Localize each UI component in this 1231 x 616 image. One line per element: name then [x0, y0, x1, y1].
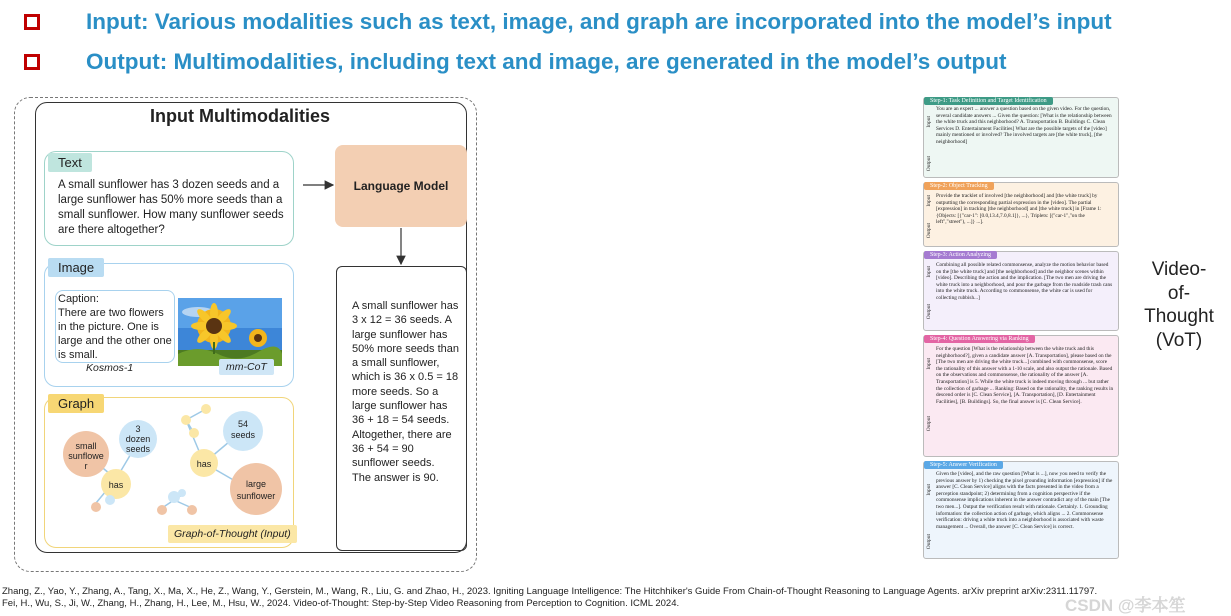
diagram-title: Input Multimodalities — [150, 106, 330, 126]
step4-head: Step-4: Question Answering via Ranking — [924, 335, 1035, 343]
reference-2: Fei, H., Wu, S., Ji, W., Zhang, H., Zhang, H., Lee, M., Hsu, W., 2024. Video-of-Thought: Step-by-Step Video Reasoning from Perception to Cognition. ICML 2024. — [2, 598, 680, 609]
bullet-output-text: Output: Multimodalities, including text and image, are generated in the model’s output — [86, 49, 1007, 74]
step3-output-side: Output — [926, 304, 932, 320]
mmcot-label: mm-CoT — [219, 359, 274, 375]
vot-step-3 — [923, 251, 1119, 331]
step4-body: For the question [What is the relationship between the white truck and this neighborhood?], given a candidate answer [A. Transportation], please based on the [The two men are driving the white truck...] combined with commonsense, score the rationality of this answer with a 1-10 scale, and also output the rationale. Based on the observations and commonsense, the rationality of the answer [A. Transportation] is 5. While the white truck is indeed moving through ... but rather the collection of garbage ... Ranking: Based on the rationality, the ranking results in descend order is [C. Clean Service], [A. Transportation], [D. Entertainment Facilities], [B. Buildings]. So, the final answer is [C. Clean Service]. — [936, 346, 1114, 405]
step4-output-side: Output — [926, 416, 932, 432]
node-dozen-text-1: 3 — [135, 424, 141, 434]
step3-head: Step-3: Action Analyzing — [924, 251, 997, 259]
step5-input-side: Input — [926, 484, 932, 496]
node-has1-text: has — [108, 480, 124, 490]
graph-of-thought-label: Graph-of-Thought (Input) — [168, 525, 297, 543]
step1-head: Step-1: Task Definition and Target Identification — [924, 97, 1053, 105]
node-has2-text: has — [196, 459, 212, 469]
node-dozen-text-2: dozen — [125, 434, 151, 444]
step5-head: Step-5: Answer Verification — [924, 461, 1003, 469]
vot-step-2 — [923, 182, 1119, 247]
node-54-text-1: 54 — [237, 419, 249, 429]
reference-1: Zhang, Z., Yao, Y., Zhang, A., Tang, X., Ma, X., He, Z., Wang, Y., Gerstein, M., Wang, R., Liu, G. and Zhao, H., 2023. Igniting Language Intelligence: The Hitchhiker's Guide From Chain-of-Thought Reasoning to Language Agents. arXiv preprint arXiv:2311.11797. — [2, 586, 1098, 597]
language-model-box: Language Model — [335, 145, 467, 227]
caption-text: Caption: There are two flowers in the picture. One is large and the other one is small. — [58, 293, 172, 361]
text-body: A small sunflower has 3 dozen seeds and a large sunflower has 50% more seeds than a small sunflower. How many sunflower seeds are there altogether? — [58, 179, 284, 236]
node-small-text-1: small — [75, 441, 97, 451]
kosmos-label: Kosmos-1 — [86, 362, 134, 374]
step5-output-side: Output — [926, 534, 932, 550]
checkbox-icon — [24, 54, 40, 70]
step3-body: Combining all possible related commonsense, analyze the motion behavior based on the [the white truck] and [the neighborhood] and the neighbor scenes within [video]. Describing the action and the implication. [The two men are driving the white truck into a neighborhood, and pour the garbage from the roadside trash cans into the white truck. According to commonsense, the white car is used for collecting rubbish...] — [936, 262, 1113, 301]
vot-label: Video- of- Thought (VoT) — [1144, 259, 1214, 351]
vot-step-4 — [923, 335, 1119, 457]
node-small-text-3: r — [84, 461, 88, 471]
graph-label: Graph — [48, 394, 104, 413]
node-small-text-2: sunflowe — [68, 451, 104, 461]
text-label: Text — [48, 153, 92, 172]
node-large-text-2: sunflower — [236, 491, 276, 501]
step1-output-side: Output — [926, 156, 932, 172]
node-large-text-1: large — [245, 479, 267, 489]
bullet-output — [24, 49, 1006, 75]
node-54-text-2: seeds — [230, 430, 256, 440]
node-large-sunflower — [230, 463, 282, 515]
vot-step-5 — [923, 461, 1119, 559]
step2-body: Provide the tracklet of involved [the neighborhood] and [the white truck] by outputting the corresponding partial expression in the [video]. The partial [expression] in tracking [the neighborhood] and [the white truck] in [Frame 1: {Objects: [{"car-1": [0.0,13.4,7.0,8.1]}, ...}, Triplets: [("car-1","on the left","street"), ...]} ...]. — [936, 193, 1102, 226]
checkbox-icon — [24, 14, 40, 30]
step2-output-side: Output — [926, 223, 932, 239]
answer-text: A small sunflower has 3 x 12 = 36 seeds. A large sunflower has 50% more seeds than a small sunflower, which is 36 x 0.5 = 18 more seeds. So a large sunflower has 36 + 18 = 54 seeds. Altogether, there are 36 + 54 = 90 sunflower seeds. The answer is 90. — [352, 300, 460, 484]
step2-head: Step-2: Object Tracking — [924, 182, 994, 190]
step1-body: You are an expert ... answer a question based on the given video. For the question, several candidate answers ... Given the question: [What is the relationship between the white truck and this neighborhood? A. Transportation B. Buildings C. Clean Services D. Entertainment Facilities] What are the possible targets of the [video] mainly mentioned or involved? The involved targets are [the white truck], [the neighborhood] — [936, 106, 1112, 145]
node-dozen-text-3: seeds — [125, 444, 151, 454]
bullet-input-text: Input: Various modalities such as text, image, and graph are incorporated into the model’s input — [86, 9, 1112, 34]
step4-input-side: Input — [926, 358, 932, 370]
sunflower-image — [178, 298, 282, 366]
step3-input-side: Input — [926, 266, 932, 278]
step1-input-side: Input — [926, 116, 932, 128]
image-label: Image — [48, 258, 104, 277]
watermark: CSDN @李本笙 — [1065, 596, 1186, 615]
step5-body: Given the [video], and the raw question [What is ...], now you need to verify the previous answer by 1) checking the pixel grounding information [expression] if the answer [C. Clean Service] aligns with the facts presented in the video from a perception standpoint; 2) determining from a cognition perspective if the commonsense implications inherent in the answer contradict any of the main [The two men...]. Output the verification result with rationale. Certainly. 1. Grounding information: the collection action of garbage, which aligns ... 2. Commonsense verification: driving a white truck into a neighborhood is associated with waste management ... Overall, the answer [C. Clean Service] is correct. — [936, 471, 1113, 530]
bullet-input — [24, 9, 1112, 35]
step2-input-side: Input — [926, 195, 932, 207]
vot-step-1 — [923, 97, 1119, 178]
